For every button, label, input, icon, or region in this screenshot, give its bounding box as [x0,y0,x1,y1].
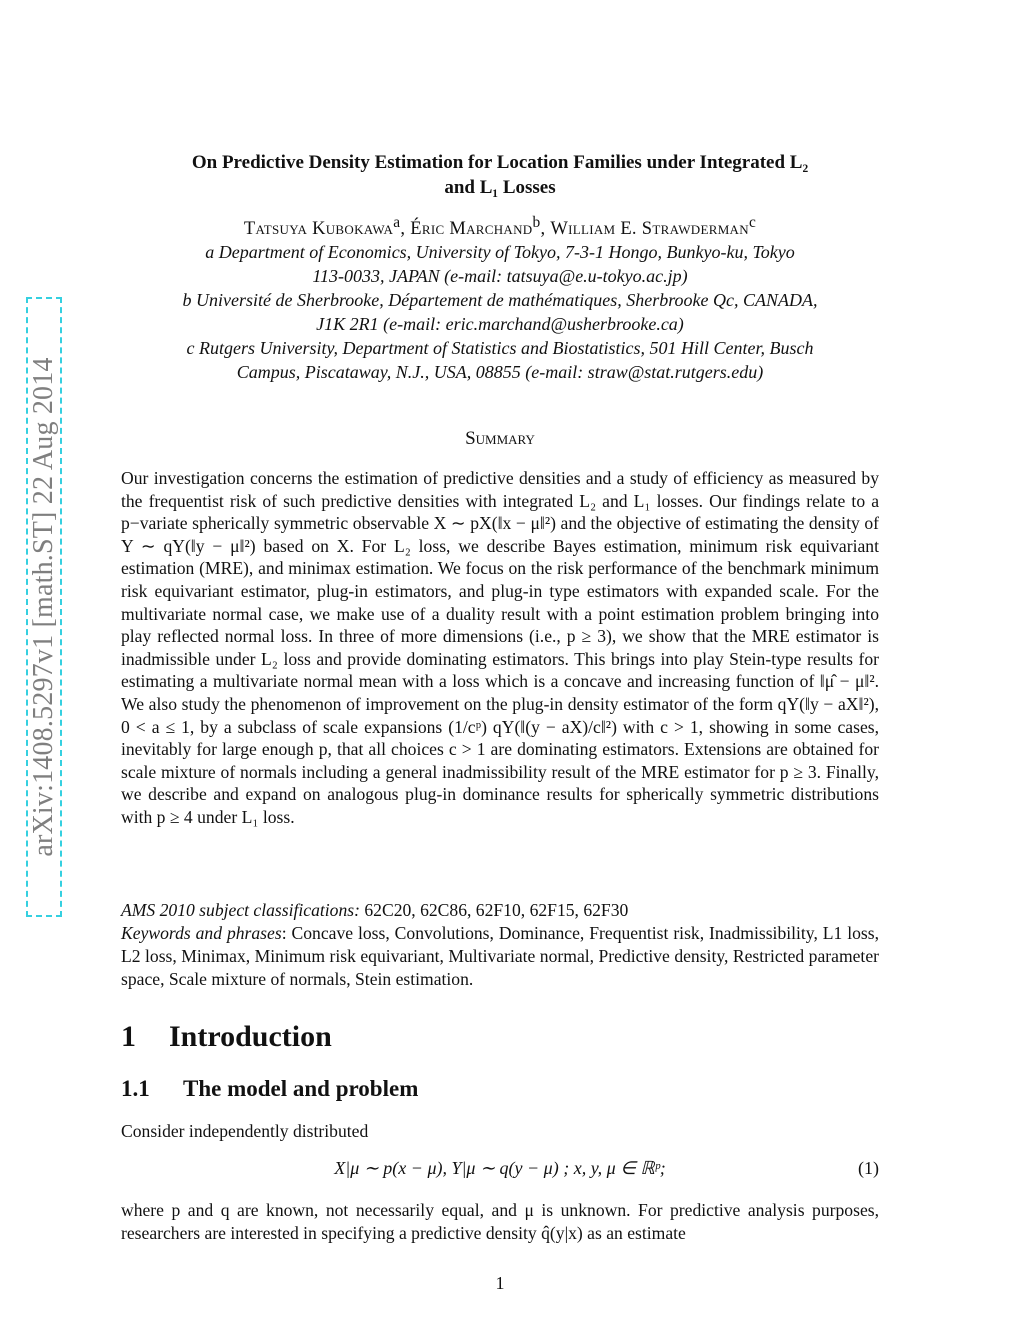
ams-classifications [121,899,879,922]
equation-1-body: X|μ ∼ p(x − μ), Y|μ ∼ q(y − μ) ; x, y, μ ∈ ℝᵖ; [334,1158,666,1178]
arxiv-identifier[interactable]: arXiv:1408.5297v1 [math.ST] 22 Aug 2014 [28,357,59,857]
section-heading-introduction [121,1020,332,1054]
author-1-sup: a [393,214,401,231]
author-2: Éric Marchand [410,219,533,240]
section-number: 1 [121,1020,136,1053]
affiliation-c-line-2: Campus, Piscataway, N.J., USA, 08855 (e-mail: straw@stat.rutgers.edu) [236,362,764,382]
author-3-sup: c [748,214,757,231]
ams-value: 62C20, 62C86, 62F10, 62F15, 62F30 [364,900,629,920]
subsection-title: The model and problem [183,1076,419,1101]
author-list: Tatsuya Kubokawa$^a$, Éric Marchand$^b$, William E. Strawderman$^c$ [243,214,757,240]
abstract-text: Our investigation concerns the estimation of predictive densities and a study of efficiency as measured by the frequentist risk of such predictive densities with integrated L₂ and L₁ losses. Our findings relate to a p−variate spherically symmetric observable X ∼ pX(‖x − μ‖²) and the objective of estimating the density of Y ∼ qY(‖y − μ‖²) based on X. For L₂ loss, we describe Bayes estimation, minimum risk equivariant estimation (MRE), and minimax estimation. We focus on the risk performance of the benchmark minimum risk equivariant estimator, plug-in estimators, and plug-in type estimators with expanded scale. For the multivariate normal case, we make use of a duality result with a point estimation problem bringing into play reflected normal loss. In three of more dimensions (i.e., p ≥ 3), we show that the MRE estimator is inadmissible under L₂ loss and provide dominating estimators. This brings into play Stein-type results for estimating a multivariate normal mean with a loss which is a concave and increasing function of ‖μ̂ − μ‖². We also study the phenomenon of improvement on the plug-in density estimator of the form qY(‖y − aX‖²), 0 < a ≤ 1, by a subclass of scale expansions (1/cᵖ) qY(‖(y − aX)/c‖²) with c > 1, showing in some cases, inevitably for large enough p, that all choices c > 1 are dominating estimators. Extensions are obtained for scale mixture of normals including a general inadmissibility result of the MRE estimator for p ≥ 3. Finally, we describe and expand on analogous plug-in dominance results for spherically symmetric distributions with p ≥ 4 under L₁ loss. [121,468,879,827]
affiliation-a-line-2: 113-0033, JAPAN (e-mail: tatsuya@e.u-tokyo.ac.jp) [312,266,688,286]
keywords-label: Keywords and phrases [121,923,282,943]
paper-title [110,150,890,200]
equation-1-number: (1) [858,1158,879,1178]
affiliation-b-line-2: J1K 2R1 (e-mail: eric.marchand@usherbrooke.ca) [316,314,684,334]
keywords: Keywords and phrases: Concave loss, Convolutions, Dominance, Frequentist risk, Inadmissibility, L1 loss, L2 loss, Minimax, Minimum risk equivariant, Multivariate normal, Predictive density, Restricted parameter space, Scale mixture of normals, Stein estimation. [121,923,879,989]
author-3: William E. Strawderman [550,219,749,240]
title-line-2: and L₁ Losses [444,177,556,198]
intro-paragraph: Consider independently distributed [121,1121,369,1141]
title-line-1: On Predictive Density Estimation for Location Families under Integrated L₂ [191,152,809,173]
keywords-value: Concave loss, Convolutions, Dominance, Frequentist risk, Inadmissibility, L1 loss, L2 loss, Minimax, Minimum risk equivariant, Multivariate normal, Predictive density, Restricted parameter space, Scale mixture of normals, Stein estimation. [121,923,879,989]
affiliation-a-line-1: a Department of Economics, University of Tokyo, 7-3-1 Hongo, Bunkyo-ku, Tokyo [205,242,795,262]
body-paragraph-2: where p and q are known, not necessarily equal, and μ is unknown. For predictive analysis purposes, researchers are interested in specifying a predictive density q̂(y|x) as an estimate [121,1200,879,1243]
affiliation-c-line-1: c Rutgers University, Department of Statistics and Biostatistics, 501 Hill Center, Busch [186,338,814,358]
affiliation-b-line-1: b Université de Sherbrooke, Département de mathématiques, Sherbrooke Qc, CANADA, [182,290,818,310]
summary-heading: Summary [465,428,535,449]
section-title: Introduction [169,1020,332,1053]
equation-1 [121,1158,879,1184]
page-number: 1 [495,1273,505,1293]
metadata-block [121,899,879,991]
subsection-number: 1.1 [121,1076,150,1101]
subsection-heading-model [121,1076,418,1102]
author-1: Tatsuya Kubokawa [243,219,394,240]
ams-label: AMS 2010 subject classifications: [121,900,360,920]
author-2-sup: b [532,214,541,231]
